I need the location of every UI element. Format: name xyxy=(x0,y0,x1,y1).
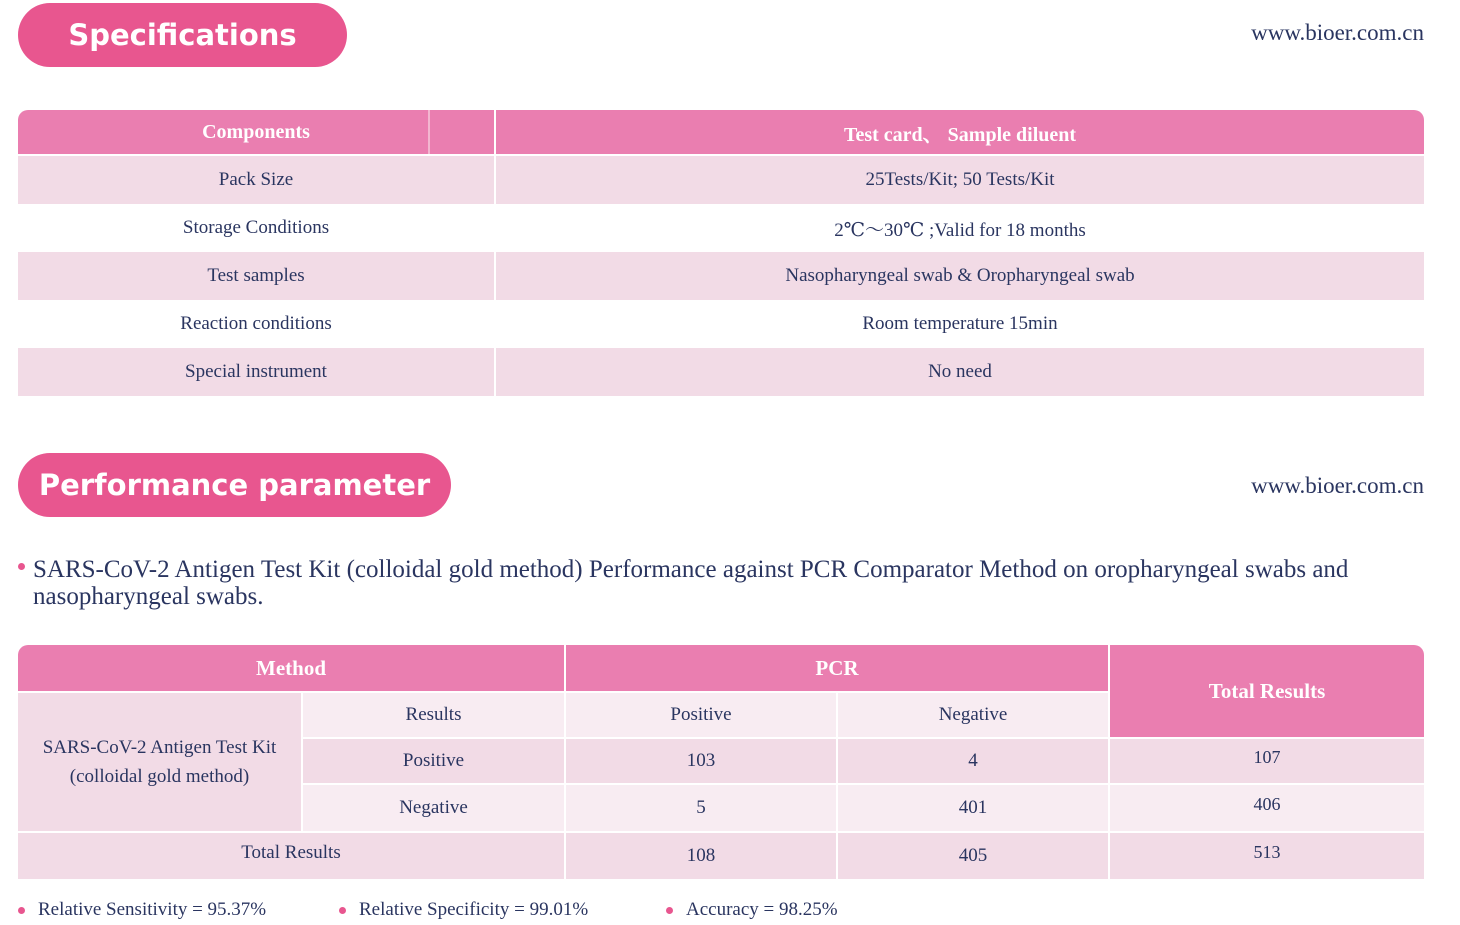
performance-description: SARS-CoV-2 Antigen Test Kit (colloidal gold method) Performance against PCR Comparator Method on oropharyngeal swabs and nasopharyngeal swabs. xyxy=(33,556,1349,610)
spec-row xyxy=(18,156,1424,204)
spec-header-components xyxy=(18,110,494,154)
website-url[interactable]: www.bioer.com.cn xyxy=(1251,20,1424,45)
stat-text: Relative Specificity = 99.01% xyxy=(359,899,589,920)
bullet-icon xyxy=(339,907,346,914)
stat-specificity xyxy=(339,899,588,921)
cell-positive-total: 107 xyxy=(1110,739,1424,783)
totals-label: Total Results xyxy=(18,833,564,879)
cell-negative-negative: 401 xyxy=(838,785,1108,831)
spec-header-value: Test card、 Sample diluent xyxy=(496,110,1424,154)
spec-row-label: Reaction conditions xyxy=(18,300,494,348)
spec-row xyxy=(18,348,1424,396)
spec-row-label: Test samples xyxy=(18,252,494,300)
spec-row xyxy=(18,300,1424,348)
spec-row-label: Storage Conditions xyxy=(18,204,494,252)
spec-row xyxy=(18,204,1424,252)
cell-positive-positive: 103 xyxy=(566,739,836,783)
stat-text: Accuracy = 98.25% xyxy=(686,899,838,920)
spec-row-value: 25Tests/Kit; 50 Tests/Kit xyxy=(496,156,1424,204)
kit-name-cell: SARS-CoV-2 Antigen Test Kit (colloidal gold method) xyxy=(18,693,301,831)
spec-row-value: Nasopharyngeal swab & Oropharyngeal swab xyxy=(496,252,1424,300)
total-results-header: Total Results xyxy=(1110,645,1424,737)
spec-row-label: Special instrument xyxy=(18,348,494,396)
totals-negative: 405 xyxy=(838,833,1108,879)
results-label: Results xyxy=(303,693,564,737)
bullet-icon xyxy=(18,563,25,570)
cell-positive-negative: 4 xyxy=(838,739,1108,783)
totals-total: 513 xyxy=(1110,833,1424,879)
pcr-negative-label: Negative xyxy=(838,693,1108,737)
spec-row-value: 2℃～30℃ ;Valid for 18 months xyxy=(496,204,1424,252)
header-divider xyxy=(428,110,430,154)
row-label-positive: Positive xyxy=(303,739,564,783)
spec-row-value: Room temperature 15min xyxy=(496,300,1424,348)
cell-negative-total: 406 xyxy=(1110,785,1424,831)
stat-sensitivity xyxy=(18,899,266,921)
method-header: Method xyxy=(18,645,564,691)
bullet-icon xyxy=(666,907,673,914)
stat-accuracy xyxy=(666,899,838,921)
specifications-title: Specifications xyxy=(18,3,347,67)
totals-positive: 108 xyxy=(566,833,836,879)
row-label-negative: Negative xyxy=(303,785,564,831)
spec-header-row xyxy=(18,110,1424,154)
spec-row-value: No need xyxy=(496,348,1424,396)
spec-row xyxy=(18,252,1424,300)
pcr-positive-label: Positive xyxy=(566,693,836,737)
bullet-icon xyxy=(18,907,25,914)
stat-text: Relative Sensitivity = 95.37% xyxy=(38,899,267,920)
spec-header-label: Components xyxy=(202,120,310,143)
pcr-header: PCR xyxy=(566,645,1108,691)
cell-negative-positive: 5 xyxy=(566,785,836,831)
specifications-table xyxy=(18,110,1424,396)
website-url[interactable]: www.bioer.com.cn xyxy=(1251,473,1424,498)
performance-title: Performance parameter xyxy=(18,453,451,517)
spec-row-label: Pack Size xyxy=(18,156,494,204)
